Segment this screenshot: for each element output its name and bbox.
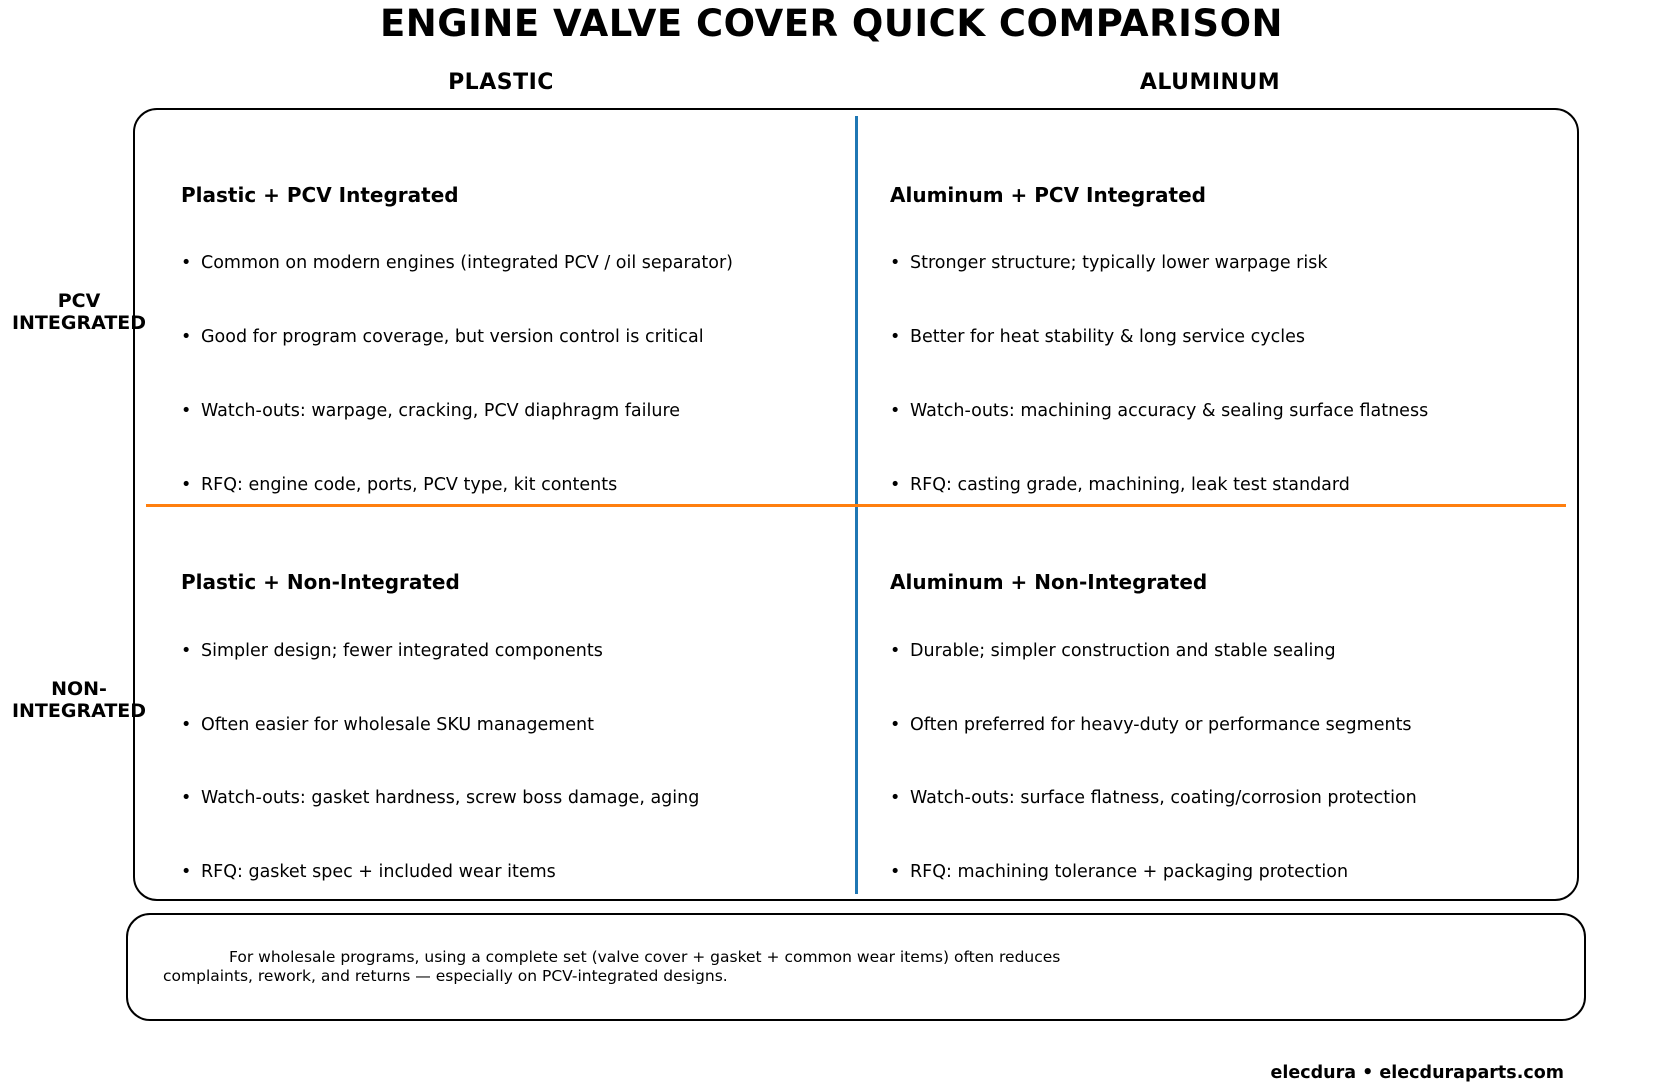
bullet-text: Common on modern engines (integrated PCV / oil separator) [201,253,733,273]
bullet-text: Watch-outs: machining accuracy & sealing surface flatness [910,401,1429,421]
horizontal-divider [146,504,1566,507]
page-title: ENGINE VALVE COVER QUICK COMPARISON [379,2,1283,45]
bullet-text: Watch-outs: gasket hardness, screw boss damage, aging [201,788,700,808]
bullet-text: RFQ: casting grade, machining, leak test standard [910,475,1350,495]
bullet-text: RFQ: engine code, ports, PCV type, kit contents [201,475,618,495]
bullet-text: RFQ: gasket spec + included wear items [201,862,556,882]
bullet-item: • Good for program coverage, but version control is critical [181,327,704,347]
quadrant-title-plastic-pcv: Plastic + PCV Integrated [181,183,459,207]
bullet-item: • Watch-outs: surface flatness, coating/corrosion protection [890,788,1417,808]
row-label-line: NON- [51,678,107,700]
bullet-text: Often preferred for heavy-duty or performance segments [910,715,1412,735]
bullet-text: Good for program coverage, but version control is critical [201,327,704,347]
note-line: complaints, rework, and returns — especially on PCV-integrated designs. [163,967,728,985]
bullet-item: • Often preferred for heavy-duty or performance segments [890,715,1412,735]
note-text [163,948,1163,986]
row-label-line: INTEGRATED [11,700,147,722]
bullet-text: Stronger structure; typically lower warpage risk [910,253,1328,273]
row-label-line: INTEGRATED [11,312,147,334]
bullet-text: Better for heat stability & long service cycles [910,327,1305,347]
bullet-item: • RFQ: casting grade, machining, leak test standard [890,475,1350,495]
bullet-text: RFQ: machining tolerance + packaging protection [910,862,1349,882]
bullet-item: • Simpler design; fewer integrated components [181,641,603,661]
bullet-item: • RFQ: engine code, ports, PCV type, kit contents [181,475,618,495]
footer-brand: elecdura • elecduraparts.com [1270,1063,1564,1083]
row-label-line: PCV [57,290,101,312]
bullet-text: Watch-outs: surface flatness, coating/corrosion protection [910,788,1417,808]
row-label-non-integrated [4,678,154,722]
column-header-aluminum: ALUMINUM [1139,70,1281,95]
bullet-item: • Stronger structure; typically lower warpage risk [890,253,1328,273]
bullet-item: • Often easier for wholesale SKU management [181,715,595,735]
bullet-item: • Better for heat stability & long service cycles [890,327,1305,347]
bullet-text: Durable; simpler construction and stable sealing [910,641,1336,661]
bullet-item: • Watch-outs: warpage, cracking, PCV diaphragm failure [181,401,681,421]
bullet-item: • RFQ: gasket spec + included wear items [181,862,556,882]
quadrant-title-aluminum-pcv: Aluminum + PCV Integrated [890,183,1206,207]
bullet-item: • Common on modern engines (integrated PCV / oil separator) [181,253,733,273]
quadrant-title-plastic-non-integrated: Plastic + Non-Integrated [181,570,460,594]
bullet-item: • RFQ: machining tolerance + packaging protection [890,862,1349,882]
bullet-item: • Watch-outs: machining accuracy & sealing surface flatness [890,401,1429,421]
bullet-text: Often easier for wholesale SKU management [201,715,595,735]
note-line [163,948,1163,967]
bullet-text: Simpler design; fewer integrated components [201,641,603,661]
row-label-pcv-integrated [4,290,154,334]
bullet-item: • Durable; simpler construction and stable sealing [890,641,1336,661]
note-line-text: For wholesale programs, using a complete set (valve cover + gasket + common wear items) often reduces [229,948,1061,966]
quadrant-title-aluminum-non-integrated: Aluminum + Non-Integrated [890,570,1208,594]
column-header-plastic: PLASTIC [448,70,554,95]
bullet-item: • Watch-outs: gasket hardness, screw boss damage, aging [181,788,700,808]
bullet-text: Watch-outs: warpage, cracking, PCV diaphragm failure [201,401,681,421]
